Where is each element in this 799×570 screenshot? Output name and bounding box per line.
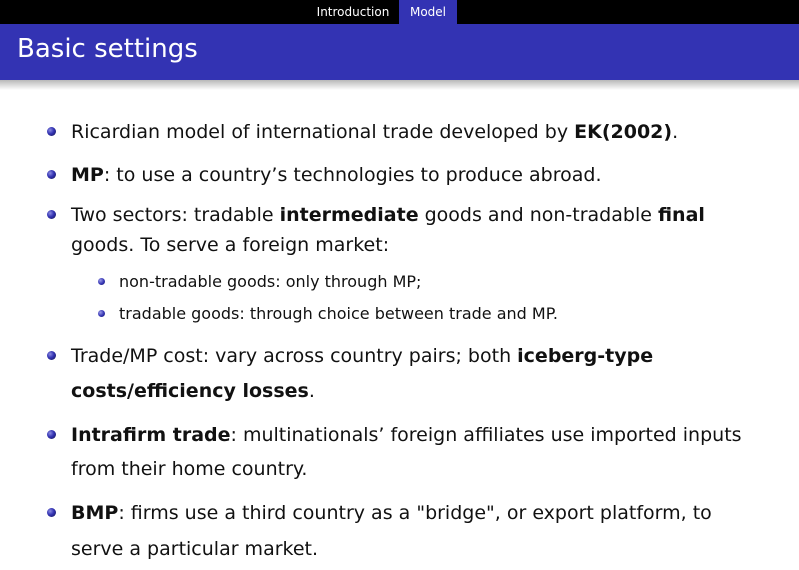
sub-bullet-icon	[98, 310, 105, 317]
bullet-icon	[47, 351, 56, 360]
text-run: .	[672, 121, 679, 143]
bullet-icon	[47, 127, 56, 136]
title-bar	[0, 24, 799, 80]
title-shadow	[0, 80, 799, 90]
item-4-line-2	[71, 379, 315, 403]
text-run: goods. To serve a foreign market:	[71, 234, 390, 256]
text-run-bold: BMP	[71, 502, 119, 524]
text-run-bold: MP	[71, 164, 104, 186]
item-3-subitem-1: non-tradable goods: only through MP;	[119, 272, 422, 291]
bullet-icon	[47, 170, 56, 179]
item-6-line-1	[71, 501, 712, 525]
text-run: : multinationals’ foreign affiliates use imported inputs	[230, 424, 742, 446]
text-run: Ricardian model of international trade developed by	[71, 121, 575, 143]
text-run-bold: iceberg-type	[517, 345, 654, 367]
item-3-line-1	[71, 203, 705, 227]
slide-title: Basic settings	[17, 34, 198, 64]
item-4-line-1	[71, 344, 653, 368]
nav-section-model[interactable]: Model	[399, 0, 457, 24]
text-run: .	[308, 380, 315, 402]
text-run: Two sectors: tradable	[71, 204, 280, 226]
item-1-line-1	[71, 120, 678, 144]
text-run-bold: intermediate	[279, 204, 419, 226]
text-run-bold: final	[657, 204, 705, 226]
bullet-icon	[47, 508, 56, 517]
text-run: serve a particular market.	[71, 538, 319, 560]
item-3-subitem-2: tradable goods: through choice between trade and MP.	[119, 304, 558, 323]
text-run: : firms use a third country as a "bridge", or export platform, to	[118, 502, 712, 524]
text-run-bold: costs/efficiency losses	[71, 380, 309, 402]
bullet-icon	[47, 430, 56, 439]
item-3-line-2	[71, 233, 389, 257]
section-navbar	[0, 0, 799, 24]
text-run-bold: Intrafirm trade	[71, 424, 231, 446]
text-run: Trade/MP cost: vary across country pairs; both	[71, 345, 518, 367]
text-run-bold: EK(2002)	[574, 121, 673, 143]
text-run: from their home country.	[71, 458, 308, 480]
nav-section-introduction[interactable]: Introduction	[316, 5, 390, 19]
item-5-line-2	[71, 457, 307, 481]
text-run: : to use a country’s technologies to produce abroad.	[103, 164, 602, 186]
item-6-line-2	[71, 537, 318, 561]
sub-bullet-icon	[98, 278, 105, 285]
item-5-line-1	[71, 423, 742, 447]
item-2-line-1	[71, 163, 602, 187]
bullet-icon	[47, 210, 56, 219]
text-run: goods and non-tradable	[418, 204, 658, 226]
